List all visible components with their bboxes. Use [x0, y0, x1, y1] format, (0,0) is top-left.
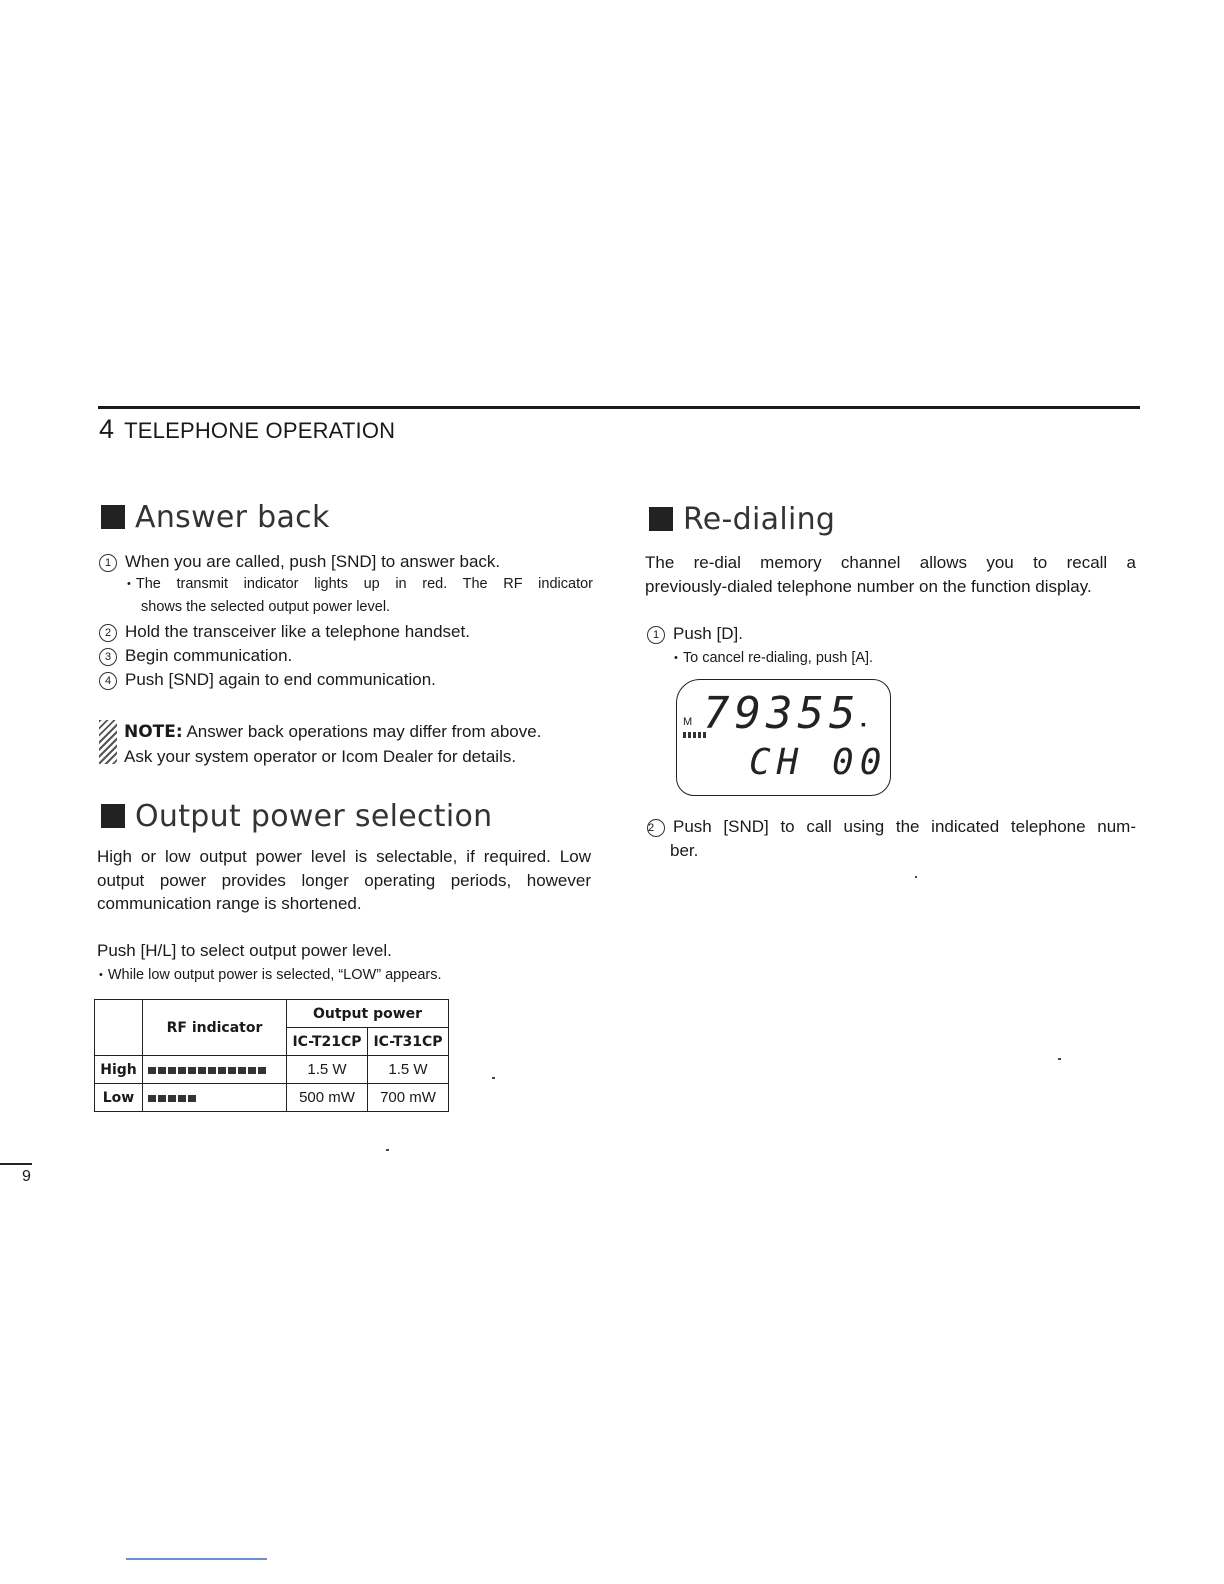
note-hatch-icon — [99, 720, 117, 764]
model-header-t21: IC-T21CP — [287, 1028, 368, 1056]
display-memory-indicator: M — [683, 716, 693, 728]
heading-square-icon — [649, 507, 673, 531]
rf-segment-icon — [248, 1067, 256, 1074]
output-power-sub-note: • While low output power is selected, “LOW” appears. — [99, 964, 442, 987]
output-power-header: Output power — [287, 1000, 449, 1028]
scan-speck — [386, 1149, 389, 1151]
answer-back-heading: Answer back — [101, 500, 330, 535]
step-marker: 1 — [647, 626, 665, 644]
rf-segment-icon — [188, 1067, 196, 1074]
step-marker: 2 — [647, 819, 665, 837]
output-power-instruction: Push [H/L] to select output power level. — [97, 941, 392, 960]
display-channel: CH 00 — [749, 742, 888, 783]
rf-segment-icon — [208, 1067, 216, 1074]
row-label-high: High — [95, 1056, 143, 1084]
t21-high-value: 1.5 W — [287, 1056, 368, 1084]
answer-back-sub-note: • The transmit indicator lights up in red. The RF indicator shows the selected output power level. — [127, 573, 593, 619]
t31-low-value: 700 mW — [368, 1084, 449, 1112]
rf-indicator-low — [143, 1084, 287, 1112]
scan-speck — [1058, 1058, 1061, 1060]
rf-segment-icon — [178, 1067, 186, 1074]
bottom-blue-line — [126, 1558, 267, 1560]
step-marker: 3 — [99, 648, 117, 666]
header-rule — [98, 406, 1140, 409]
redialing-step-2: 2 Push [SND] to call using the indicated telephone num- ber. — [648, 817, 1136, 860]
answer-back-step-4: 4 Push [SND] again to end communication. — [99, 668, 436, 692]
page-number: 9 — [22, 1168, 31, 1185]
answer-back-step-2: 2 Hold the transceiver like a telephone handset. — [99, 620, 470, 644]
rf-segment-icon — [158, 1095, 166, 1102]
model-header-t31: IC-T31CP — [368, 1028, 449, 1056]
answer-back-step-1: 1 When you are called, push [SND] to answer back. — [99, 550, 500, 574]
redialing-step-1-note: • To cancel re-dialing, push [A]. — [674, 647, 873, 670]
scan-speck — [915, 876, 917, 878]
page-number-tick — [0, 1163, 32, 1165]
display-dot-icon: ▪ — [861, 716, 866, 732]
t21-low-value: 500 mW — [287, 1084, 368, 1112]
rf-indicator-high — [143, 1056, 287, 1084]
rf-indicator-header: RF indicator — [143, 1000, 287, 1056]
rf-segment-icon — [148, 1095, 156, 1102]
redialing-paragraph: The re-dial memory channel allows you to recall a previously-dialed telephone number on the function display. — [645, 553, 1136, 596]
function-display — [676, 679, 891, 796]
output-power-paragraph: High or low output power level is selectable, if required. Low output power provides longer operating periods, however communication range is shortened. — [97, 847, 591, 913]
rf-segment-icon — [238, 1067, 246, 1074]
rf-segment-icon — [168, 1095, 176, 1102]
row-label-low: Low — [95, 1084, 143, 1112]
heading-square-icon — [101, 505, 125, 529]
output-power-heading: Output power selection — [101, 799, 492, 834]
display-number: 79355 — [703, 688, 861, 739]
table-row — [95, 1056, 449, 1084]
rf-segment-icon — [148, 1067, 156, 1074]
chapter-number: 4 — [99, 414, 115, 444]
note-label: NOTE: — [124, 722, 183, 742]
rf-segment-icon — [198, 1067, 206, 1074]
redialing-heading: Re-dialing — [649, 502, 835, 537]
step-marker: 4 — [99, 672, 117, 690]
redialing-step-1: 1 Push [D]. — [647, 622, 743, 646]
chapter-header — [99, 414, 395, 445]
scan-speck — [492, 1077, 495, 1079]
answer-back-step-3: 3 Begin communication. — [99, 644, 292, 668]
rf-segment-icon — [218, 1067, 226, 1074]
answer-back-note: NOTE: Answer back operations may differ from above. Ask your system operator or Icom Dealer for details. — [124, 722, 542, 766]
chapter-title: TELEPHONE OPERATION — [124, 418, 396, 443]
rf-segment-icon — [158, 1067, 166, 1074]
rf-segment-icon — [188, 1095, 196, 1102]
rf-segment-icon — [258, 1067, 266, 1074]
rf-segment-icon — [178, 1095, 186, 1102]
step-marker: 1 — [99, 554, 117, 572]
table-corner-cell — [95, 1000, 143, 1056]
step-marker: 2 — [99, 624, 117, 642]
output-power-table — [94, 999, 449, 1112]
table-row — [95, 1084, 449, 1112]
t31-high-value: 1.5 W — [368, 1056, 449, 1084]
rf-segment-icon — [168, 1067, 176, 1074]
heading-square-icon — [101, 804, 125, 828]
rf-segment-icon — [228, 1067, 236, 1074]
